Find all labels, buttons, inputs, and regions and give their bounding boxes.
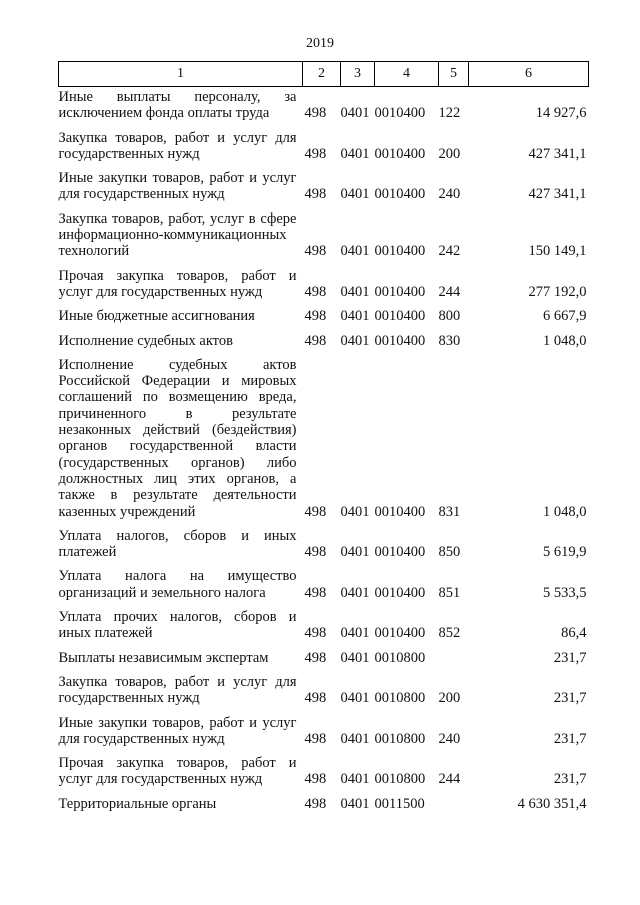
- row-admin-code: 498: [304, 690, 327, 707]
- row-amount: 1 048,0: [543, 503, 587, 520]
- row-amount: 231,7: [553, 690, 587, 707]
- row-amount: 5 533,5: [543, 584, 587, 601]
- row-amount: 427 341,1: [528, 145, 587, 162]
- row-name: [59, 349, 303, 520]
- table-row: [59, 707, 589, 748]
- row-target-code: 0010800: [374, 690, 426, 707]
- row-target-code: 0010400: [374, 283, 426, 300]
- row-name: [59, 203, 303, 260]
- row-section-code: 0401: [340, 690, 370, 707]
- row-amount: 427 341,1: [528, 186, 587, 203]
- row-section-code: 0401: [340, 243, 370, 260]
- table-row: [59, 325, 589, 349]
- row-expense-type: 244: [438, 283, 461, 300]
- row-amount: 231,7: [553, 649, 587, 666]
- row-target-code: 0010800: [374, 730, 426, 747]
- row-name: [59, 560, 303, 601]
- row-name-text: Иные выплаты персоналу, за исключением фонда оплаты труда: [58, 89, 297, 122]
- row-name: [59, 325, 303, 349]
- row-section-code: 0401: [340, 584, 370, 601]
- row-expense-type: [439, 788, 469, 812]
- row-admin-code: 498: [304, 145, 327, 162]
- row-name: [59, 122, 303, 163]
- budget-table: [58, 61, 589, 812]
- row-section-code: 0401: [340, 283, 370, 300]
- row-section-code: 0401: [340, 308, 370, 325]
- row-amount: 231,7: [553, 771, 587, 788]
- row-expense-type: 831: [438, 503, 461, 520]
- row-name: [59, 87, 303, 122]
- row-admin-code: 498: [304, 730, 327, 747]
- row-name: [59, 601, 303, 642]
- row-name: [59, 260, 303, 301]
- row-name: [59, 520, 303, 561]
- row-name-text: Выплаты независимым экспертам: [58, 649, 269, 666]
- row-amount: 86,4: [561, 625, 587, 642]
- row-amount: 1 048,0: [543, 332, 587, 349]
- row-admin-code: 498: [304, 625, 327, 642]
- table-row: [59, 260, 589, 301]
- header-col-4: 4: [375, 62, 439, 87]
- row-section-code: 0401: [340, 771, 370, 788]
- row-amount: 6 667,9: [543, 308, 587, 325]
- table-row: [59, 560, 589, 601]
- row-section-code: 0401: [340, 145, 370, 162]
- row-admin-code: 498: [304, 332, 327, 349]
- table-header-row: [59, 62, 589, 87]
- row-target-code: 0010400: [374, 503, 426, 520]
- header-col-6: 6: [469, 62, 589, 87]
- row-target-code: 0010400: [374, 186, 426, 203]
- header-col-3: 3: [341, 62, 375, 87]
- table-row: [59, 162, 589, 203]
- row-name-text: Уплата прочих налогов, сборов и иных платежей: [58, 609, 297, 642]
- row-name-text: Прочая закупка товаров, работ и услуг для государственных нужд: [58, 267, 297, 300]
- row-name-text: Исполнение судебных актов: [58, 332, 233, 349]
- header-col-1: 1: [59, 62, 303, 87]
- row-admin-code: 498: [304, 105, 327, 122]
- row-amount: 5 619,9: [543, 544, 587, 561]
- row-name-text: Прочая закупка товаров, работ и услуг для государственных нужд: [58, 755, 297, 788]
- row-admin-code: 498: [304, 544, 327, 561]
- row-section-code: 0401: [340, 730, 370, 747]
- row-admin-code: 498: [304, 771, 327, 788]
- row-admin-code: 498: [304, 243, 327, 260]
- row-expense-type: 242: [438, 243, 461, 260]
- row-amount: 14 927,6: [535, 105, 587, 122]
- table-row: [59, 666, 589, 707]
- row-admin-code: 498: [304, 795, 327, 812]
- row-expense-type: 200: [438, 690, 461, 707]
- row-admin-code: 498: [304, 283, 327, 300]
- table-row: [59, 642, 589, 666]
- row-name-text: Уплата налога на имущество организаций и земельного налога: [58, 568, 297, 601]
- row-target-code: 0010400: [374, 544, 426, 561]
- row-section-code: 0401: [340, 544, 370, 561]
- row-amount: 4 630 351,4: [517, 795, 587, 812]
- row-expense-type: 122: [438, 105, 461, 122]
- row-section-code: 0401: [340, 649, 370, 666]
- page-number: 2019: [306, 36, 334, 51]
- table-row: [59, 747, 589, 788]
- row-name-text: Закупка товаров, работ и услуг для государственных нужд: [58, 129, 297, 162]
- row-target-code: 0010400: [374, 243, 426, 260]
- row-expense-type: 851: [438, 584, 461, 601]
- row-amount: 277 192,0: [528, 283, 587, 300]
- row-name-text: Закупка товаров, работ и услуг для государственных нужд: [58, 673, 297, 707]
- row-amount: 150 149,1: [528, 243, 587, 260]
- row-admin-code: 498: [304, 503, 327, 520]
- row-expense-type: 850: [438, 544, 461, 561]
- row-section-code: 0401: [340, 795, 370, 812]
- row-name-text: Иные бюджетные ассигнования: [58, 308, 255, 325]
- row-amount: 231,7: [553, 730, 587, 747]
- header-col-2: 2: [303, 62, 341, 87]
- row-name: [59, 747, 303, 788]
- row-expense-type: 240: [438, 186, 461, 203]
- table-row: [59, 203, 589, 260]
- row-name-text: Иные закупки товаров, работ и услуг для государственных нужд: [58, 714, 297, 747]
- row-name: [59, 162, 303, 203]
- row-name: [59, 300, 303, 324]
- row-expense-type: 244: [438, 771, 461, 788]
- row-name: [59, 666, 303, 707]
- row-target-code: 0010800: [374, 649, 426, 666]
- table-row: [59, 601, 589, 642]
- table-row: [59, 87, 589, 122]
- row-section-code: 0401: [340, 503, 370, 520]
- row-name: [59, 642, 303, 666]
- row-name: [59, 707, 303, 748]
- header-col-5: 5: [439, 62, 469, 87]
- row-target-code: 0010800: [374, 771, 426, 788]
- table-row: [59, 788, 589, 812]
- row-name-text: Уплата налогов, сборов и иных платежей: [58, 527, 297, 561]
- row-name-text: Исполнение судебных актов Российской Федерации и мировых соглашений по возмещению вреда, причиненного в результате незаконных действий (бездействия) органов государственной власти (государственных органов) либо должностных лиц этих органов, а также в результате деятельности казенных учреждений: [58, 356, 297, 520]
- row-target-code: 0011500: [374, 795, 425, 812]
- row-section-code: 0401: [340, 186, 370, 203]
- row-expense-type: 800: [438, 308, 461, 325]
- row-admin-code: 498: [304, 584, 327, 601]
- row-target-code: 0010400: [374, 332, 426, 349]
- row-name: [59, 788, 303, 812]
- row-expense-type: 240: [438, 730, 461, 747]
- row-name-text: Иные закупки товаров, работ и услуг для государственных нужд: [58, 170, 297, 203]
- row-admin-code: 498: [304, 649, 327, 666]
- row-expense-type: 200: [438, 145, 461, 162]
- row-name-text: Территориальные органы: [58, 795, 217, 812]
- table-row: [59, 122, 589, 163]
- row-target-code: 0010400: [374, 308, 426, 325]
- row-target-code: 0010400: [374, 145, 426, 162]
- row-expense-type: [439, 642, 469, 666]
- row-section-code: 0401: [340, 105, 370, 122]
- table-row: [59, 300, 589, 324]
- row-section-code: 0401: [340, 625, 370, 642]
- row-admin-code: 498: [304, 186, 327, 203]
- row-expense-type: 852: [438, 625, 461, 642]
- row-target-code: 0010400: [374, 584, 426, 601]
- row-admin-code: 498: [304, 308, 327, 325]
- row-name-text: Закупка товаров, работ, услуг в сфере информационно-коммуникационных технологий: [58, 210, 297, 260]
- row-target-code: 0010400: [374, 625, 426, 642]
- row-expense-type: 830: [438, 332, 461, 349]
- table-row: [59, 520, 589, 561]
- table-row: [59, 349, 589, 520]
- row-target-code: 0010400: [374, 105, 426, 122]
- row-section-code: 0401: [340, 332, 370, 349]
